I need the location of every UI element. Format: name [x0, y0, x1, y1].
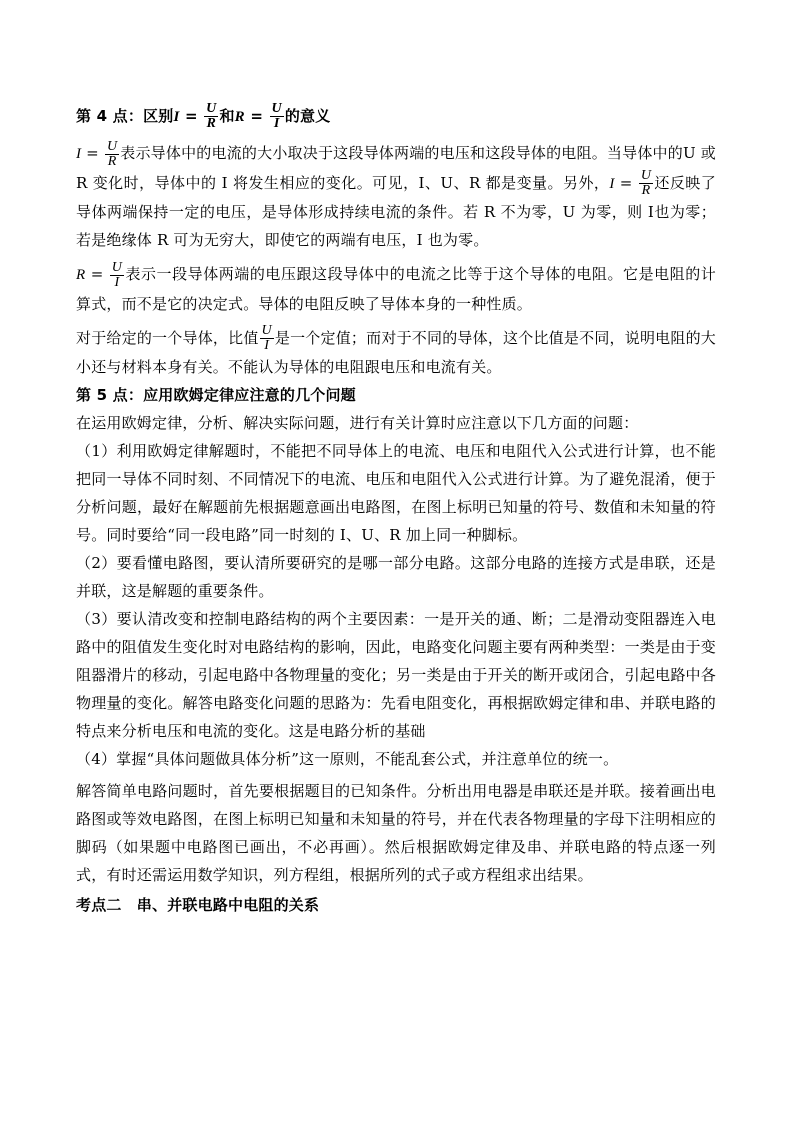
formula-var: R — [76, 267, 86, 283]
fraction-u-over-i — [260, 324, 274, 353]
list-item-4: （4）掌握“具体问题做具体分析”这一原则，不能乱套公式，并注意单位的统一。 — [76, 750, 619, 768]
heading-text: 和 — [219, 107, 235, 125]
keypoint2-heading: 考点二 串、并联电路中电阻的关系 — [76, 896, 320, 914]
paragraph-text: 还反映了导体两端保持一定的电压，是导体形成持续电流的条件。若 R 不为零，U 为零，则 I也为零；若是绝缘体 R 可为无穷大，即使它的两端有电压，I 也为零。 — [76, 173, 716, 249]
fraction-numerator: U — [106, 138, 118, 154]
formula-equals: = — [614, 173, 638, 192]
fraction-u-over-r — [105, 140, 119, 169]
formula-equals: = — [85, 265, 109, 283]
point4-heading — [76, 96, 716, 137]
paragraph-text: 表示导体中的电流的大小取决于这段导体两端的电压和这段导体的电阻。当导体中的U 或 R 变化时，导体中的 I 将发生相应的变化。可见，I、U、R 都是变量。另外， — [76, 144, 716, 192]
point5-heading: 第 5 点：应用欧姆定律应注意的几个问题 — [76, 386, 356, 404]
fraction-denominator: I — [114, 274, 120, 290]
paragraph-text: 表示一段导体两端的电压跟这段导体中的电流之比等于这个导体的电阻。它是电阻的计算式，而不是它的决定式。导体的电阻反映了导体本身的一种性质。 — [76, 265, 716, 313]
paragraph-text: 是一个定值；而对于不同的导体，这个比值是不同，说明电阻的大小还与材料本身有关。不能认为导体的电阻跟电压和电流有关。 — [76, 328, 716, 376]
formula-var: R — [234, 109, 245, 125]
paragraph-intro: 在运用欧姆定律，分析、解决实际问题，进行有关计算时应注意以下几方面的问题： — [76, 414, 639, 432]
formula-var: I — [76, 146, 82, 162]
formula-equals: = — [244, 107, 269, 125]
list-item-2: （2）要看懂电路图，要认清所要研究的是哪一部分电路。这部分电路的连接方式是串联，还是并联，这是解题的重要条件。 — [76, 554, 716, 600]
formula-equals: = — [81, 144, 104, 162]
fraction-u-over-r — [204, 102, 218, 131]
paragraph-resistance-formula — [76, 260, 716, 318]
fraction-u-over-r — [639, 169, 653, 198]
paragraph-text: 对于给定的一个导体，比值 — [76, 328, 259, 347]
document-page — [76, 96, 716, 919]
paragraph-ratio — [76, 324, 716, 382]
heading-text: 的意义 — [284, 107, 331, 125]
fraction-u-over-i — [270, 102, 284, 131]
fraction-u-over-i — [110, 261, 124, 290]
fraction-denominator: I — [273, 116, 280, 131]
fraction-denominator: I — [264, 338, 270, 353]
formula-var: I — [173, 109, 180, 125]
paragraph-current-formula — [76, 139, 716, 254]
paragraph-solving: 解答简单电路问题时，首先要根据题目的已知条件。分析出用电器是串联还是并联。接着画出电路图或等效电路图，在图上标明已知量和未知量的符号，并在代表各物理量的字母下注明相应的脚码（如果题中电路图已画出，不必再画）。然后根据欧姆定律及串、并联电路的特点逐一列式，有时还需运用数学知识，列方程组，根据所列的式子或方程组求出结果。 — [76, 782, 716, 884]
fraction-numerator: U — [111, 259, 123, 275]
list-item-3: （3）要认清改变和控制电路结构的两个主要因素：一是开关的通、断；二是滑动变阻器连入电路中的阻值发生变化时对电路结构的影响，因此，电路变化问题主要有两种类型：一类是由于变阻器滑片的移动，引起电路中各物理量的变化；另一类是由于开关的断开或闭合，引起电路中各物理量的变化。解答电路变化问题的思路为：先看电阻变化，再根据欧姆定律和串、并联电路的特点来分析电压和电流的变化。这是电路分析的基础 — [76, 610, 716, 740]
fraction-numerator: U — [640, 168, 652, 183]
formula-equals: = — [179, 107, 204, 125]
heading-text: 第 4 点：区别 — [76, 107, 174, 125]
fraction-denominator: R — [206, 116, 217, 131]
fraction-denominator: R — [641, 183, 651, 198]
fraction-numerator: U — [261, 323, 272, 338]
fraction-numerator: U — [206, 101, 217, 116]
fraction-denominator: R — [107, 153, 117, 169]
formula-var: I — [609, 175, 615, 192]
fraction-numerator: U — [271, 101, 282, 116]
list-item-1: （1）利用欧姆定律解题时，不能把不同导体上的电流、电压和电阻代入公式进行计算，也不能把同一导体不同时刻、不同情况下的电流、电压和电阻代入公式进行计算。为了避免混淆，便于分析问题，最好在解题前先根据题意画出电路图，在图上标明已知量的符号、数值和未知量的符号。同时要给“同一段电路”同一时刻的 I、U、R 加上同一种脚标。 — [76, 442, 716, 544]
